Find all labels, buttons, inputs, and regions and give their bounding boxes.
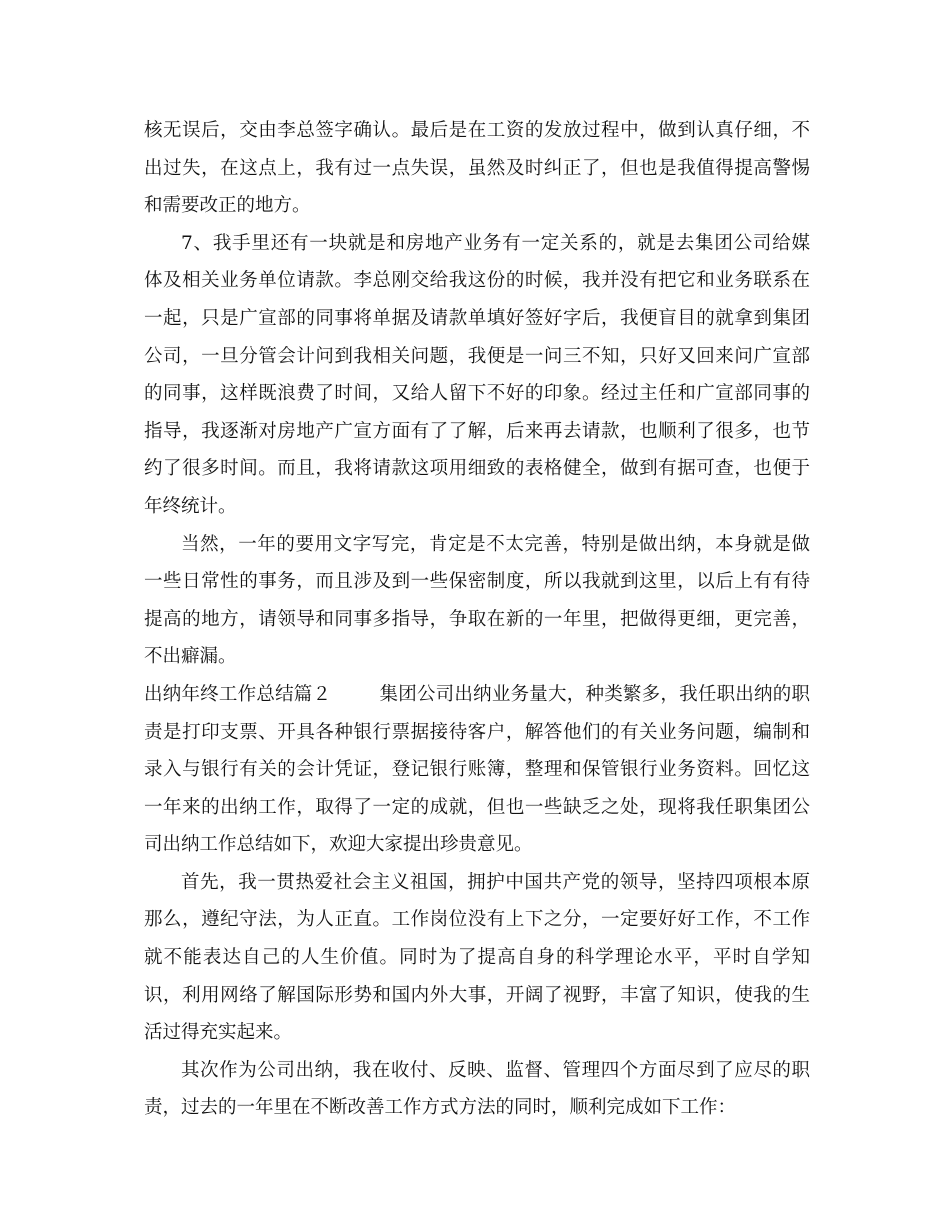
paragraph-2 <box>144 225 810 526</box>
paragraph-line: 和需要改正的地方。 <box>144 195 311 217</box>
paragraph-line: 指导，我逐渐对房地产广宣方面有了了解，后来再去请款，也顺利了很多，也节 <box>144 420 810 442</box>
paragraph-line: 出过失，在这点上，我有过一点失误，虽然及时纠正了，但也是我值得提高警惕 <box>144 157 810 179</box>
section-title: 出纳年终工作总结篇２ <box>144 683 332 705</box>
paragraph-6 <box>144 1052 810 1127</box>
paragraph-line-rest: 集团公司出纳业务量大，种类繁多，我任职出纳的职 <box>379 683 810 705</box>
paragraph-line: 约了很多时间。而且，我将请款这项用细致的表格健全，做到有据可查，也便于 <box>144 458 810 480</box>
paragraph-line: 公司，一旦分管会计问到我相关问题，我便是一问三不知，只好又回来问广宣部 <box>144 345 810 367</box>
paragraph-5 <box>144 864 810 1052</box>
paragraph-line: 体及相关业务单位请款。李总刚交给我这份的时候，我并没有把它和业务联系在 <box>144 270 810 292</box>
paragraph-line: 的同事，这样既浪费了时间，又给人留下不好的印象。经过主任和广宣部同事的 <box>144 383 810 405</box>
section-heading-line <box>144 676 810 714</box>
paragraph-line: 司出纳工作总结如下，欢迎大家提出珍贵意见。 <box>144 834 533 856</box>
paragraph-line: 责，过去的一年里在不断改善工作方式方法的同时，顺利完成如下工作： <box>144 1097 737 1119</box>
paragraph-line: 核无误后，交由李总签字确认。最后是在工资的发放过程中，做到认真仔细，不 <box>144 120 810 141</box>
paragraph-line: 识，利用网络了解国际形势和国内外大事，开阔了视野，丰富了知识，使我的生 <box>144 984 810 1006</box>
paragraph-line: 7、我手里还有一块就是和房地产业务有一定关系的，就是去集团公司给媒 <box>181 232 810 254</box>
paragraph-line: 年终统计。 <box>144 495 237 517</box>
paragraph-1 <box>144 112 810 225</box>
paragraph-line: 首先，我一贯热爱社会主义祖国，拥护中国共产党的领导，坚持四项根本原 <box>181 871 810 893</box>
paragraph-line: 活过得充实起来。 <box>144 1022 293 1044</box>
paragraph-4 <box>144 676 810 864</box>
paragraph-line: 责是打印支票、开具各种银行票据接待客户，解答他们的有关业务问题，编制和 <box>144 721 810 743</box>
paragraph-line: 一起，只是广宣部的同事将单据及请款单填好签好字后，我便盲目的就拿到集团 <box>144 307 810 329</box>
paragraph-line: 当然，一年的要用文字写完，肯定是不太完善，特别是做出纳，本身就是做 <box>181 533 810 555</box>
paragraph-line: 录入与银行有关的会计凭证，登记银行账簿，整理和保管银行业务资料。回忆这 <box>144 759 810 781</box>
paragraph-line: 一年来的出纳工作，取得了一定的成就，但也一些缺乏之处，现将我任职集团公 <box>144 796 810 818</box>
paragraph-line: 其次作为公司出纳，我在收付、反映、监督、管理四个方面尽到了应尽的职 <box>181 1059 810 1081</box>
paragraph-line: 不出癖漏。 <box>144 646 237 668</box>
paragraph-3 <box>144 526 810 676</box>
paragraph-line: 就不能表达自己的人生价值。同时为了提高自身的科学理论水平，平时自学知 <box>144 947 810 969</box>
document-body <box>144 112 810 1127</box>
paragraph-line: 一些日常性的事务，而且涉及到一些保密制度，所以我就到这里，以后上有有待 <box>144 571 810 593</box>
paragraph-line: 提高的地方，请领导和同事多指导，争取在新的一年里，把做得更细，更完善， <box>144 608 810 630</box>
paragraph-line: 那么，遵纪守法，为人正直。工作岗位没有上下之分，一定要好好工作，不工作 <box>144 909 810 931</box>
